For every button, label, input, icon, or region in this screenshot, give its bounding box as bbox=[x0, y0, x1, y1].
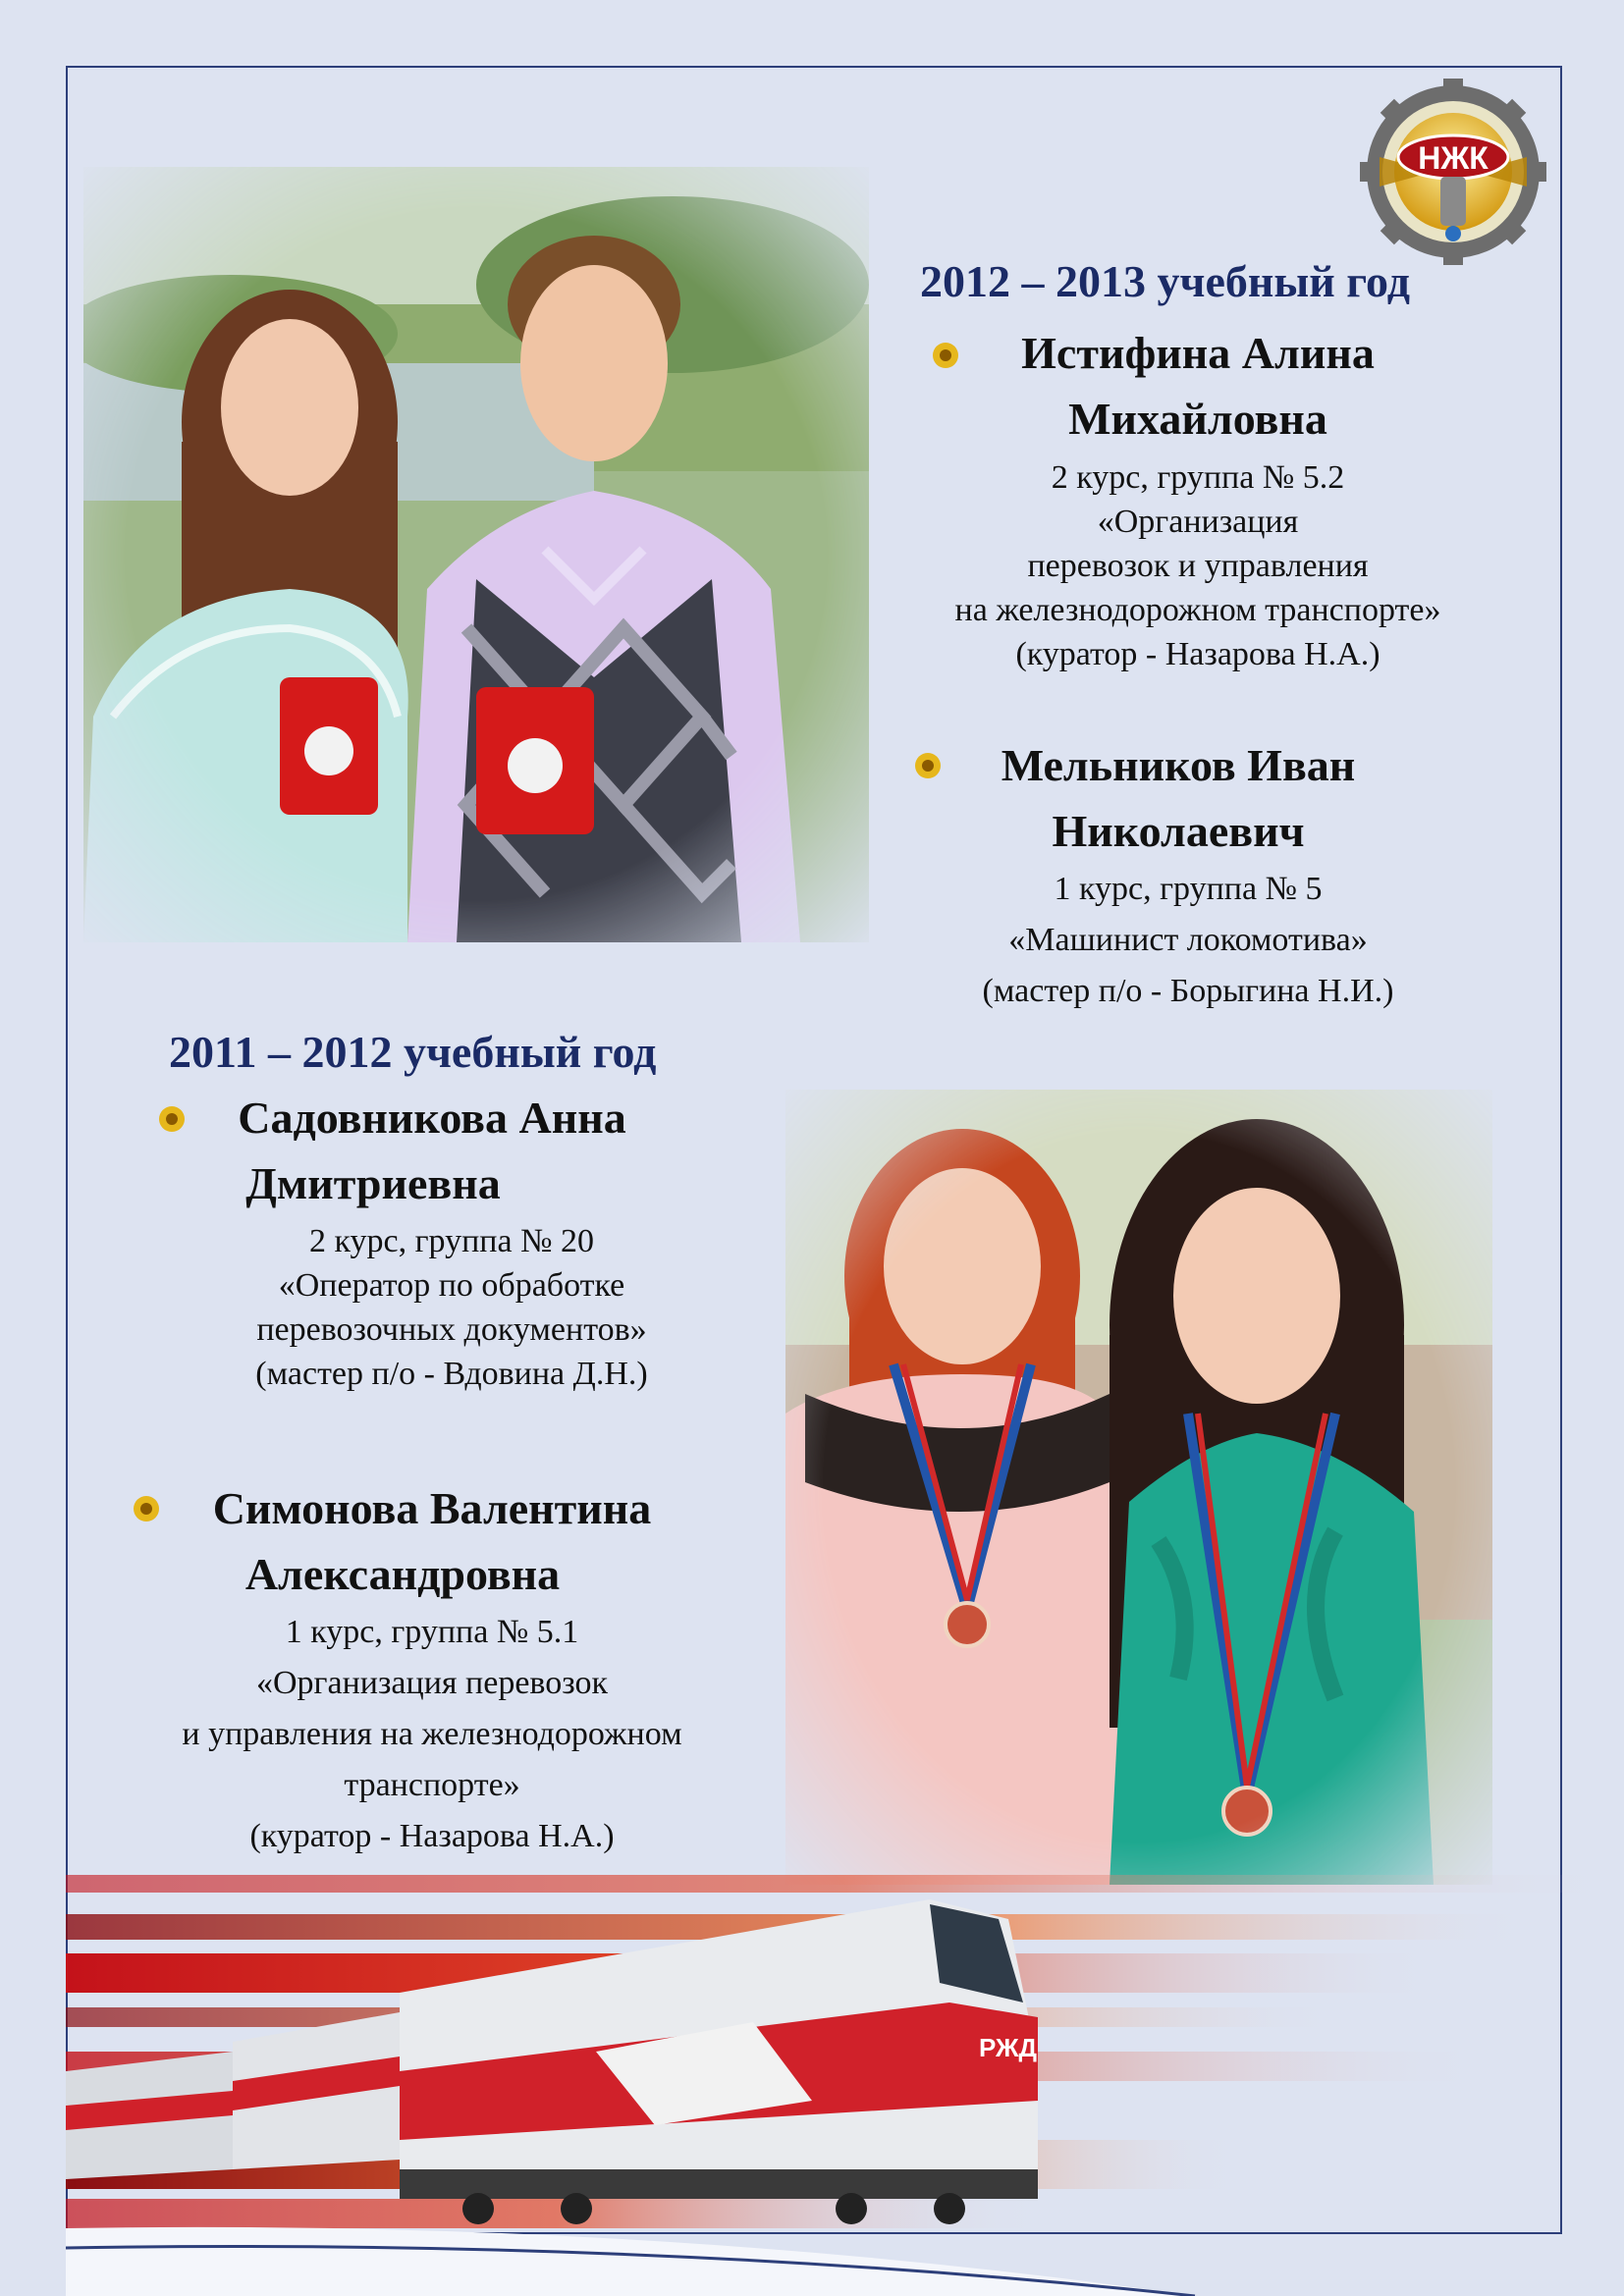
info-line: «Организация перевозок bbox=[256, 1665, 608, 1701]
student-name-line2: Дмитриевна bbox=[245, 1158, 501, 1208]
info-line: (мастер п/о - Вдовина Д.Н.) bbox=[255, 1356, 648, 1392]
flower-bullet-icon bbox=[132, 1494, 161, 1523]
student-name-line1: Садовникова Анна bbox=[238, 1093, 626, 1143]
info-line: «Оператор по обработке bbox=[278, 1267, 625, 1304]
year-heading-2012: 2012 – 2013 учебный год bbox=[920, 256, 1410, 306]
info-line: 1 курс, группа № 5 bbox=[1054, 871, 1323, 907]
student-name-line1: Истифина Алина bbox=[1021, 328, 1375, 378]
train-banner bbox=[66, 1845, 1624, 2296]
photo-students-2012 bbox=[83, 167, 869, 942]
college-logo bbox=[1360, 79, 1546, 265]
info-line: 1 курс, группа № 5.1 bbox=[285, 1614, 579, 1650]
info-line: и управления на железнодорожном bbox=[182, 1716, 682, 1752]
info-line: (куратор - Назарова Н.А.) bbox=[1015, 636, 1380, 672]
info-line: транспорте» bbox=[344, 1767, 520, 1803]
student-simonova bbox=[167, 1475, 697, 1607]
info-line: 2 курс, группа № 20 bbox=[308, 1223, 595, 1259]
student-sadovnikova bbox=[187, 1085, 677, 1216]
student-melnikov-info bbox=[884, 864, 1492, 1017]
flower-bullet-icon bbox=[157, 1104, 187, 1134]
student-melnikov bbox=[943, 732, 1414, 864]
student-istifina bbox=[962, 320, 1434, 452]
info-line: перевозочных документов» bbox=[256, 1311, 647, 1348]
flower-bullet-icon bbox=[913, 751, 943, 780]
logo-text: НЖК bbox=[1418, 140, 1489, 176]
info-line: (куратор - Назарова Н.А.) bbox=[249, 1818, 615, 1854]
info-line: 2 курс, группа № 5.2 bbox=[1051, 459, 1345, 496]
info-line: «Организация bbox=[1097, 504, 1299, 540]
student-name-line2: Михайловна bbox=[1068, 394, 1327, 444]
info-line: перевозок и управления bbox=[1027, 548, 1369, 584]
photo-students-2011 bbox=[785, 1090, 1492, 1885]
student-simonova-info bbox=[118, 1607, 746, 1862]
student-istifina-info bbox=[884, 455, 1512, 676]
student-name-line2: Николаевич bbox=[1052, 806, 1305, 856]
student-name-line1: Мельников Иван bbox=[1001, 740, 1356, 790]
info-line: на железнодорожном транспорте» bbox=[954, 592, 1441, 628]
student-name-line2: Александровна bbox=[244, 1549, 561, 1599]
student-sadovnikova-info bbox=[157, 1219, 746, 1396]
year-heading-2011: 2011 – 2012 учебный год bbox=[169, 1027, 657, 1077]
info-line: «Машинист локомотива» bbox=[1008, 922, 1368, 958]
student-name-line1: Симонова Валентина bbox=[212, 1483, 652, 1533]
train-logo-text: РЖД bbox=[979, 2033, 1038, 2062]
flower-bullet-icon bbox=[931, 341, 960, 370]
info-line: (мастер п/о - Борыгина Н.И.) bbox=[982, 973, 1394, 1009]
